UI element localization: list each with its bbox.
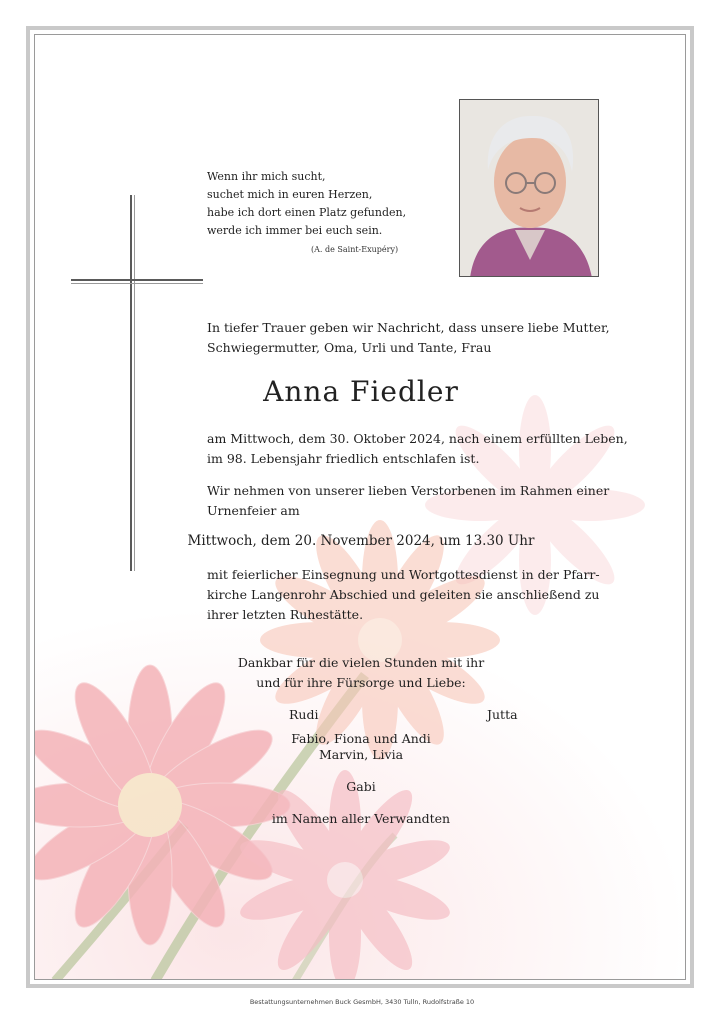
service-line: kirche Langenrohr Abschied und geleiten sie anschließend zu — [207, 587, 600, 602]
death-line: im 98. Lebensjahr friedlich entschlafen ist. — [207, 451, 480, 466]
poem-line: werde ich immer bei euch sein. — [207, 224, 383, 237]
service-paragraph — [207, 565, 627, 625]
grandchildren-line: Marvin, Livia — [318, 747, 404, 762]
farewell-line: Urnenfeier am — [207, 503, 300, 518]
deceased-name: Anna Fiedler — [263, 375, 459, 408]
poem-author: (A. de Saint-Exupéry) — [311, 245, 399, 254]
thanks-line: Dankbar für die vielen Stunden mit ihr — [237, 655, 485, 670]
cross-horizontal-bar — [71, 279, 203, 281]
intro-line: Schwiegermutter, Oma, Urli und Tante, Frau — [207, 340, 492, 355]
ceremony-date: Mittwoch, dem 20. November 2024, um 13.30 Uhr — [187, 533, 535, 549]
poem-line: suchet mich in euren Herzen, — [207, 188, 373, 201]
intro-line: In tiefer Trauer geben wir Nachricht, dass unsere liebe Mutter, — [207, 320, 610, 335]
poem-line: Wenn ihr mich sucht, — [207, 170, 326, 183]
intro-paragraph — [207, 318, 627, 358]
mourner-left: Rudi — [289, 707, 319, 722]
service-line: ihrer letzten Ruhestätte. — [207, 607, 364, 622]
card-inner-frame — [34, 34, 686, 980]
grandchildren — [35, 729, 686, 765]
thanks-line: und für ihre Fürsorge und Liebe: — [256, 675, 466, 690]
death-paragraph — [207, 429, 627, 469]
farewell-line: Wir nehmen von unserer lieben Verstorbenen im Rahmen einer — [207, 483, 610, 498]
service-line: mit feierlicher Einsegnung und Wortgottesdienst in der Pfarr- — [207, 567, 600, 582]
portrait-photo — [459, 99, 599, 277]
funeral-home-footer: Bestattungsunternehmen Buck GesmbH, 3430 Tulln, Rudolfstraße 10 — [249, 998, 475, 1006]
grandchildren-line: Fabio, Fiona und Andi — [291, 731, 431, 746]
poem-quote — [207, 168, 447, 240]
cross-horizontal-bar-shadow — [71, 283, 203, 284]
relatives-line: im Namen aller Verwandten — [271, 811, 451, 826]
mourner-right: Jutta — [487, 707, 518, 722]
death-line: am Mittwoch, dem 30. Oktober 2024, nach einem erfüllten Leben, — [207, 431, 628, 446]
farewell-paragraph — [207, 481, 627, 521]
great-grandchild: Gabi — [346, 779, 376, 794]
poem-line: habe ich dort einen Platz gefunden, — [207, 206, 407, 219]
thanks-text — [35, 653, 686, 693]
